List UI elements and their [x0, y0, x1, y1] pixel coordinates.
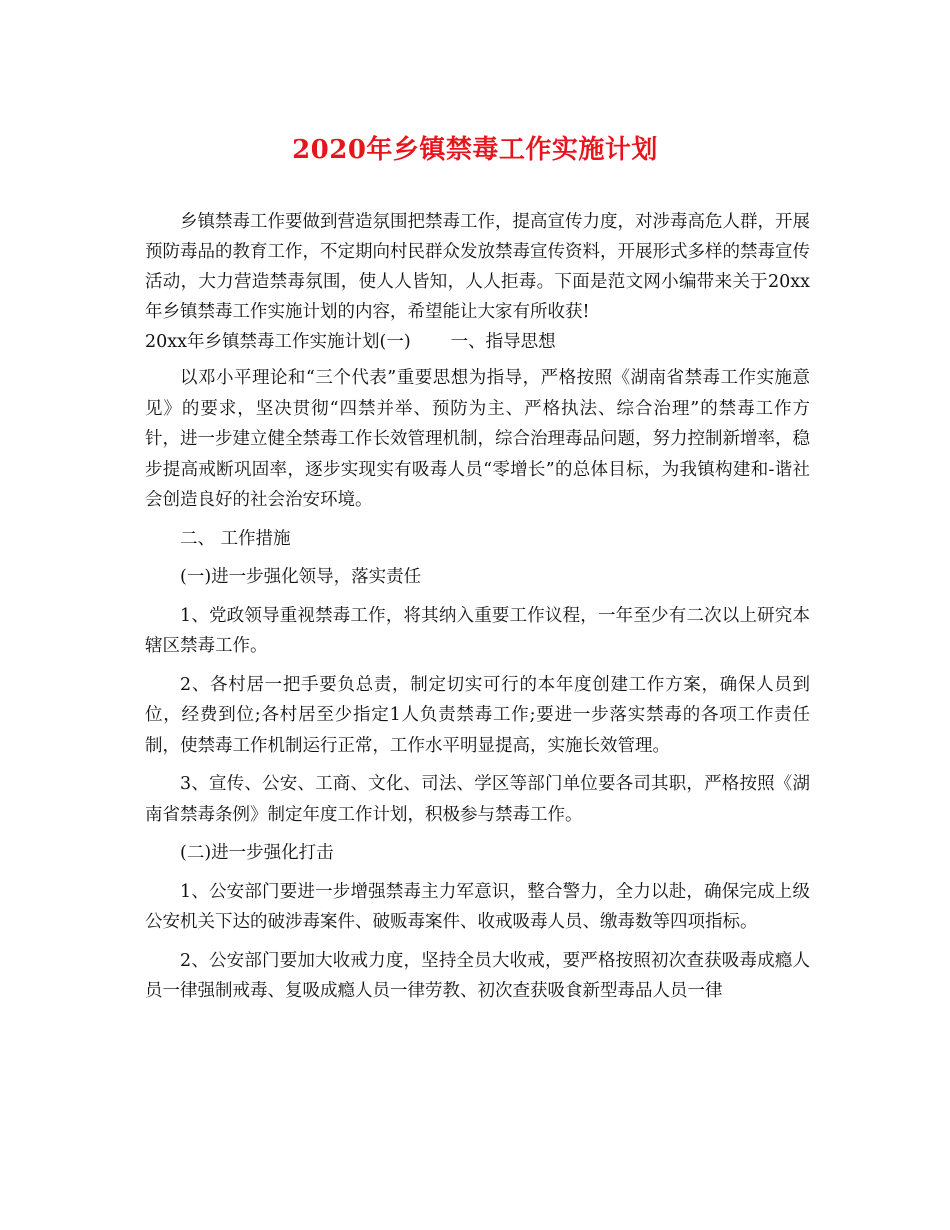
list-item: 1、公安部门要进一步增强禁毒主力军意识，整合警力，全力以赴，确保完成上级公安机关下达的破涉毒案件、破贩毒案件、收戒吸毒人员、缴毒数等四项指标。	[145, 881, 810, 932]
list-item: 3、宣传、公安、工商、文化、司法、学区等部门单位要各司其职，严格按照《湖南省禁毒条例》制定年度工作计划，积极参与禁毒工作。	[145, 774, 810, 825]
list-item: 2、公安部门要加大收戒力度，坚持全员大收戒，要严格按照初次查获吸毒成瘾人员一律强制戒毒、复吸成瘾人员一律劳教、初次查获吸食新型毒品人员一律	[145, 950, 810, 1001]
document-title: 2020年乡镇禁毒工作实施计划	[292, 135, 658, 165]
document-body	[145, 207, 810, 1007]
list-item: 2、各村居一把手要负总责，制定切实可行的本年度创建工作方案，确保人员到位，经费到位;各村居至少指定1人负责禁毒工作;要进一步落实禁毒的各项工作责任制，使禁毒工作机制运行正常，工作水平明显提高，实施长效管理。	[145, 674, 810, 756]
intro-paragraph: 乡镇禁毒工作要做到营造氛围把禁毒工作，提高宣传力度，对涉毒高危人群，开展预防毒品的教育工作，不定期向村民群众发放禁毒宣传资料，开展形式多样的禁毒宣传活动，大力营造禁毒氛围，使人人皆知，人人拒毒。下面是范文网小编带来关于20xx年乡镇禁毒工作实施计划的内容，希望能让大家有所收获!	[145, 212, 810, 322]
section-heading-measures: 二、 工作措施	[180, 528, 291, 549]
plan-heading-line	[145, 327, 810, 357]
plan-heading: 20xx年乡镇禁毒工作实施计划(一)	[145, 332, 411, 352]
section-heading-guiding: 一、指导思想	[450, 332, 556, 352]
list-item: 1、党政领导重视禁毒工作，将其纳入重要工作议程，一年至少有二次以上研究本辖区禁毒工作。	[145, 605, 810, 656]
subsection-heading-crackdown: (二)进一步强化打击	[180, 843, 334, 863]
guiding-thought-paragraph: 以邓小平理论和“三个代表”重要思想为指导，严格按照《湖南省禁毒工作实施意见》的要求，坚决贯彻“四禁并举、预防为主、严格执法、综合治理”的禁毒工作方针，进一步建立健全禁毒工作长效管理机制，综合治理毒品问题，努力控制新增率，稳步提高戒断巩固率，逐步实现实有吸毒人员“零增长”的总体目标，为我镇构建和-谐社会创造良好的社会治安环境。	[145, 368, 810, 510]
subsection-heading-leadership: (一)进一步强化领导，落实责任	[180, 567, 422, 587]
